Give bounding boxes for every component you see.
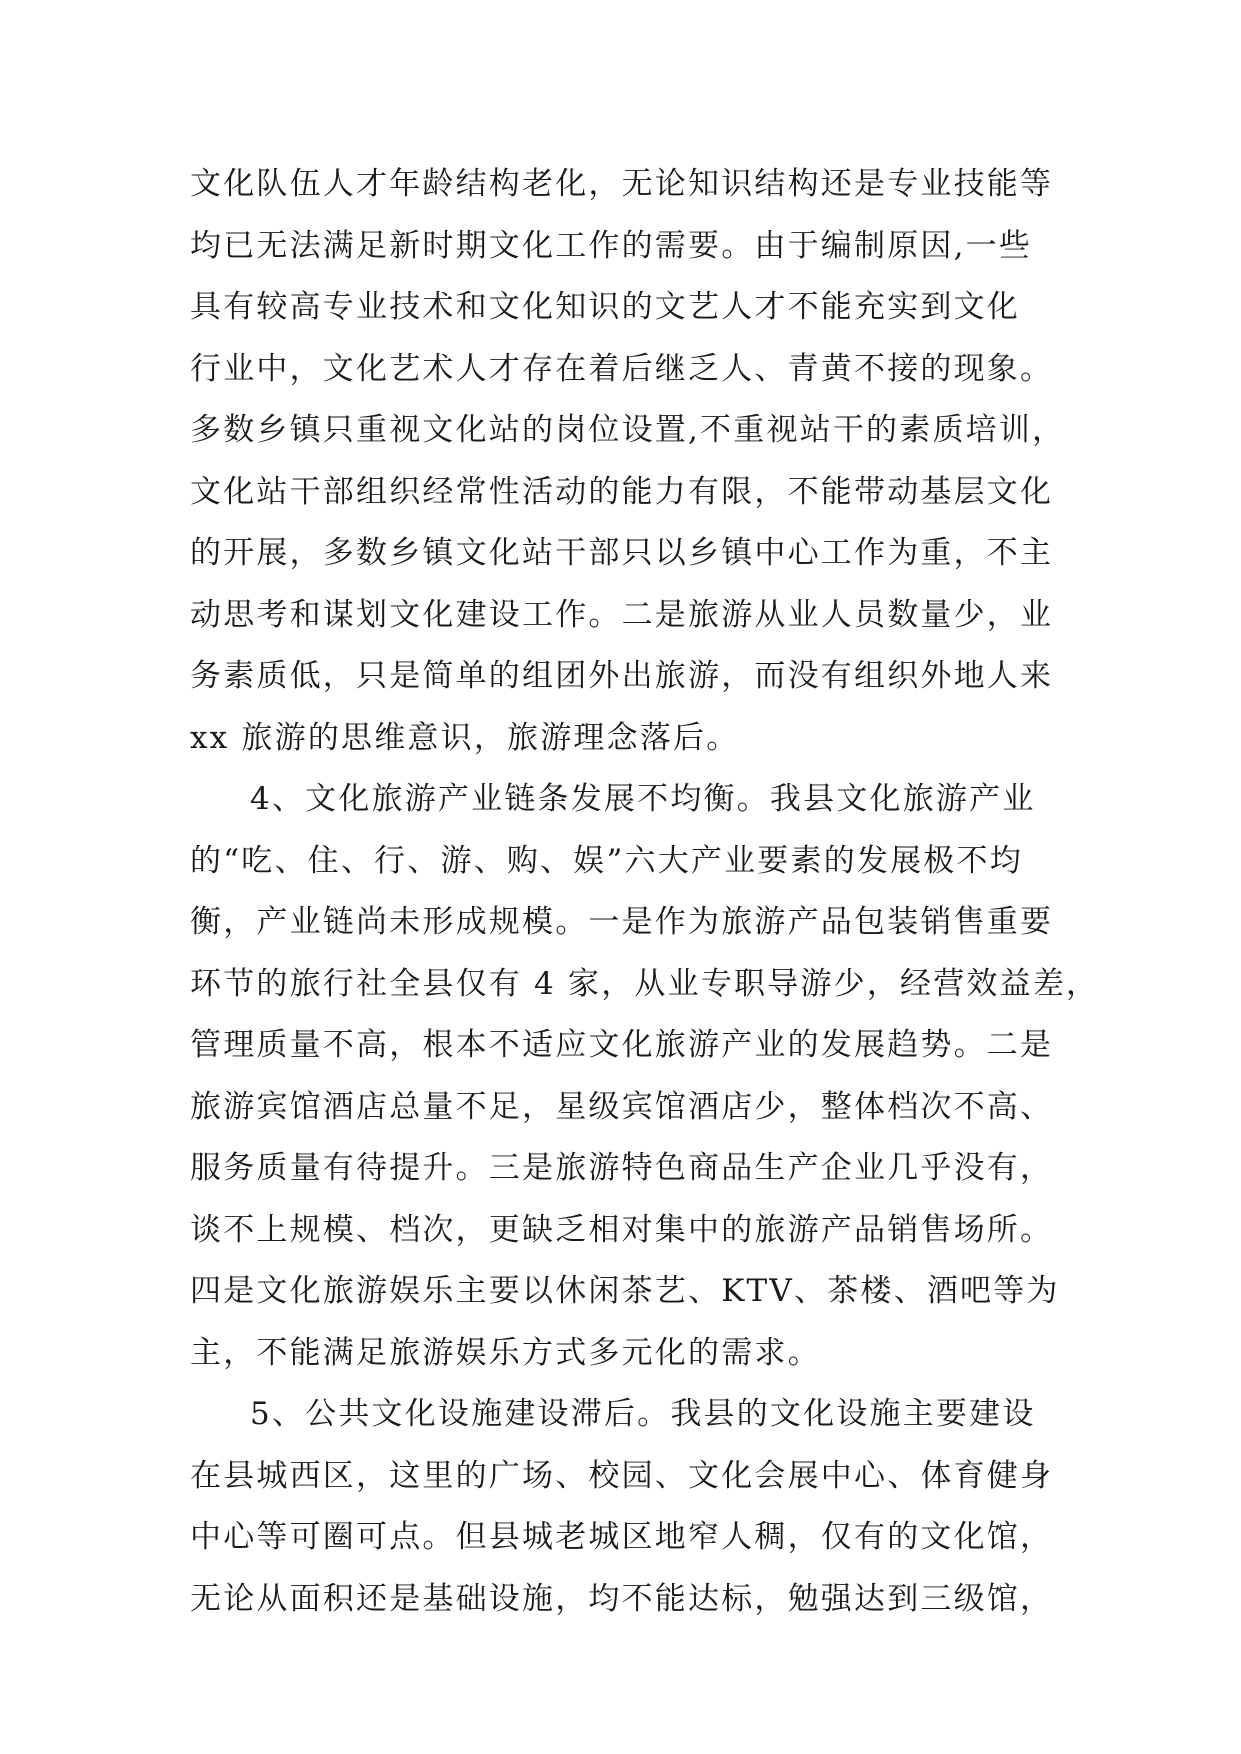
text-line: 的“吃、住、行、游、购、娱”六大产业要素的发展极不均 [190, 842, 1023, 879]
text-line: 文化站干部组织经常性活动的能力有限，不能带动基层文化 [190, 473, 1054, 510]
paragraph-start-line: 4、文化旅游产业链条发展不均衡。我县文化旅游产业 [250, 781, 1036, 817]
text-line: 四是文化旅游娱乐主要以休闲茶艺、KTV、茶楼、酒吧等为 [190, 1273, 1060, 1309]
text-line: 无论从面积还是基础设施，均不能达标，勉强达到三级馆， [190, 1580, 1054, 1617]
text-line: 文化队伍人才年龄结构老化，无论知识结构还是专业技能等 [190, 166, 1054, 202]
text-line: xx 旅游的思维意识，旅游理念落后。 [190, 719, 740, 756]
text-line: 在县城西区，这里的广场、校园、文化会展中心、体育健身 [190, 1457, 1054, 1494]
text-line: 管理质量不高，根本不适应文化旅游产业的发展趋势。二是 [190, 1027, 1054, 1063]
text-line: 谈不上规模、档次，更缺乏相对集中的旅游产品销售场所。 [190, 1211, 1054, 1248]
text-line: 多数乡镇只重视文化站的岗位设置,不重视站干的素质培训， [190, 412, 1066, 448]
text-line: 主，不能满足旅游娱乐方式多元化的需求。 [190, 1334, 821, 1371]
text-line: 行业中，文化艺术人才存在着后继乏人、青黄不接的现象。 [190, 350, 1054, 387]
text-line: 旅游宾馆酒店总量不足，星级宾馆酒店少，整体档次不高、 [190, 1088, 1054, 1125]
text-line: 均已无法满足新时期文化工作的需要。由于编制原因,一些 [190, 227, 1033, 264]
text-line: 衡，产业链尚未形成规模。一是作为旅游产品包装销售重要 [190, 904, 1054, 940]
text-line: 环节的旅行社全县仅有 4 家，从业专职导游少，经营效益差， [190, 965, 1100, 1002]
paragraph-start-line: 5、公共文化设施建设滞后。我县的文化设施主要建设 [250, 1396, 1036, 1432]
text-line: 中心等可圈可点。但县城老城区地窄人稠，仅有的文化馆， [190, 1519, 1054, 1555]
text-line: 服务质量有待提升。三是旅游特色商品生产企业几乎没有， [190, 1150, 1054, 1186]
body-text [190, 154, 1100, 1630]
text-line: 动思考和谋划文化建设工作。二是旅游从业人员数量少，业 [190, 596, 1054, 633]
text-line: 具有较高专业技术和文化知识的文艺人才不能充实到文化 [190, 289, 1020, 325]
text-line: 的开展，多数乡镇文化站干部只以乡镇中心工作为重，不主 [190, 535, 1054, 571]
text-line: 务素质低，只是简单的组团外出旅游，而没有组织外地人来 [190, 658, 1054, 694]
